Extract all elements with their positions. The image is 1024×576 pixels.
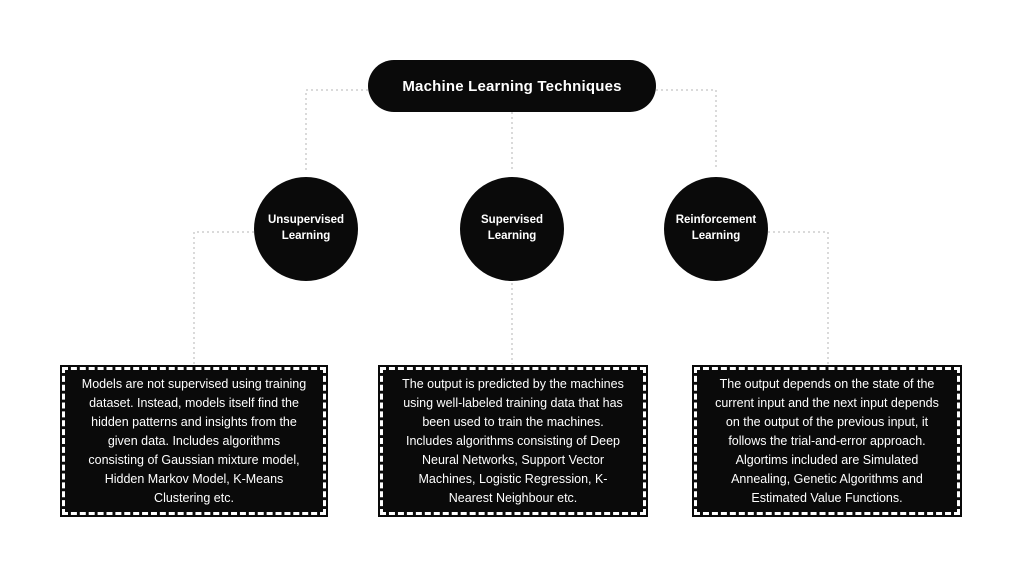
node-unsupervised-learning-label	[260, 213, 352, 244]
description-text-reinforcement: The output depends on the state of the current input and the next input depends on the output of the previous input, it follows the trial-and-error approach. Algortims included are Simulated Annealing, Genetic Algorithms and Estimated Value Functions.	[715, 376, 939, 505]
node-supervised-learning	[460, 177, 564, 281]
description-text-supervised: The output is predicted by the machines using well-labeled training data that has been used to train the machines. Includes algorithms consisting of Deep Neural Networks, Support Vector Machines, Logistic Regression, K-Nearest Neighbour etc.	[402, 376, 624, 505]
node-label-line-1: Supervised	[481, 214, 543, 227]
description-box-unsupervised	[62, 367, 326, 515]
line-root-reinforcement	[656, 90, 716, 170]
root-node	[368, 60, 656, 112]
root-node-label: Machine Learning Techniques	[402, 77, 622, 95]
description-box-supervised	[380, 367, 646, 515]
description-box-reinforcement	[694, 367, 960, 515]
node-label-line-1: Reinforcement	[675, 214, 757, 227]
node-reinforcement-learning-label	[668, 213, 765, 244]
node-unsupervised-learning	[254, 177, 358, 281]
node-label-line-1: Unsupervised	[267, 214, 345, 227]
line-reinforcement-box	[768, 232, 828, 364]
node-label-line-2: Learning	[691, 230, 741, 242]
node-label-line-2: Learning	[281, 230, 331, 242]
line-root-unsupervised	[306, 90, 368, 170]
description-text-unsupervised: Models are not supervised using training dataset. Instead, models itself find the hidden patterns and insights from the given data. Includes algorithms consisting of Gaussian mixture model, Hidden Markov Model, K-Means Clustering etc.	[81, 376, 307, 505]
line-unsupervised-box	[194, 232, 254, 364]
node-supervised-learning-label	[473, 213, 551, 244]
node-label-line-2: Learning	[487, 230, 537, 242]
node-reinforcement-learning	[664, 177, 768, 281]
